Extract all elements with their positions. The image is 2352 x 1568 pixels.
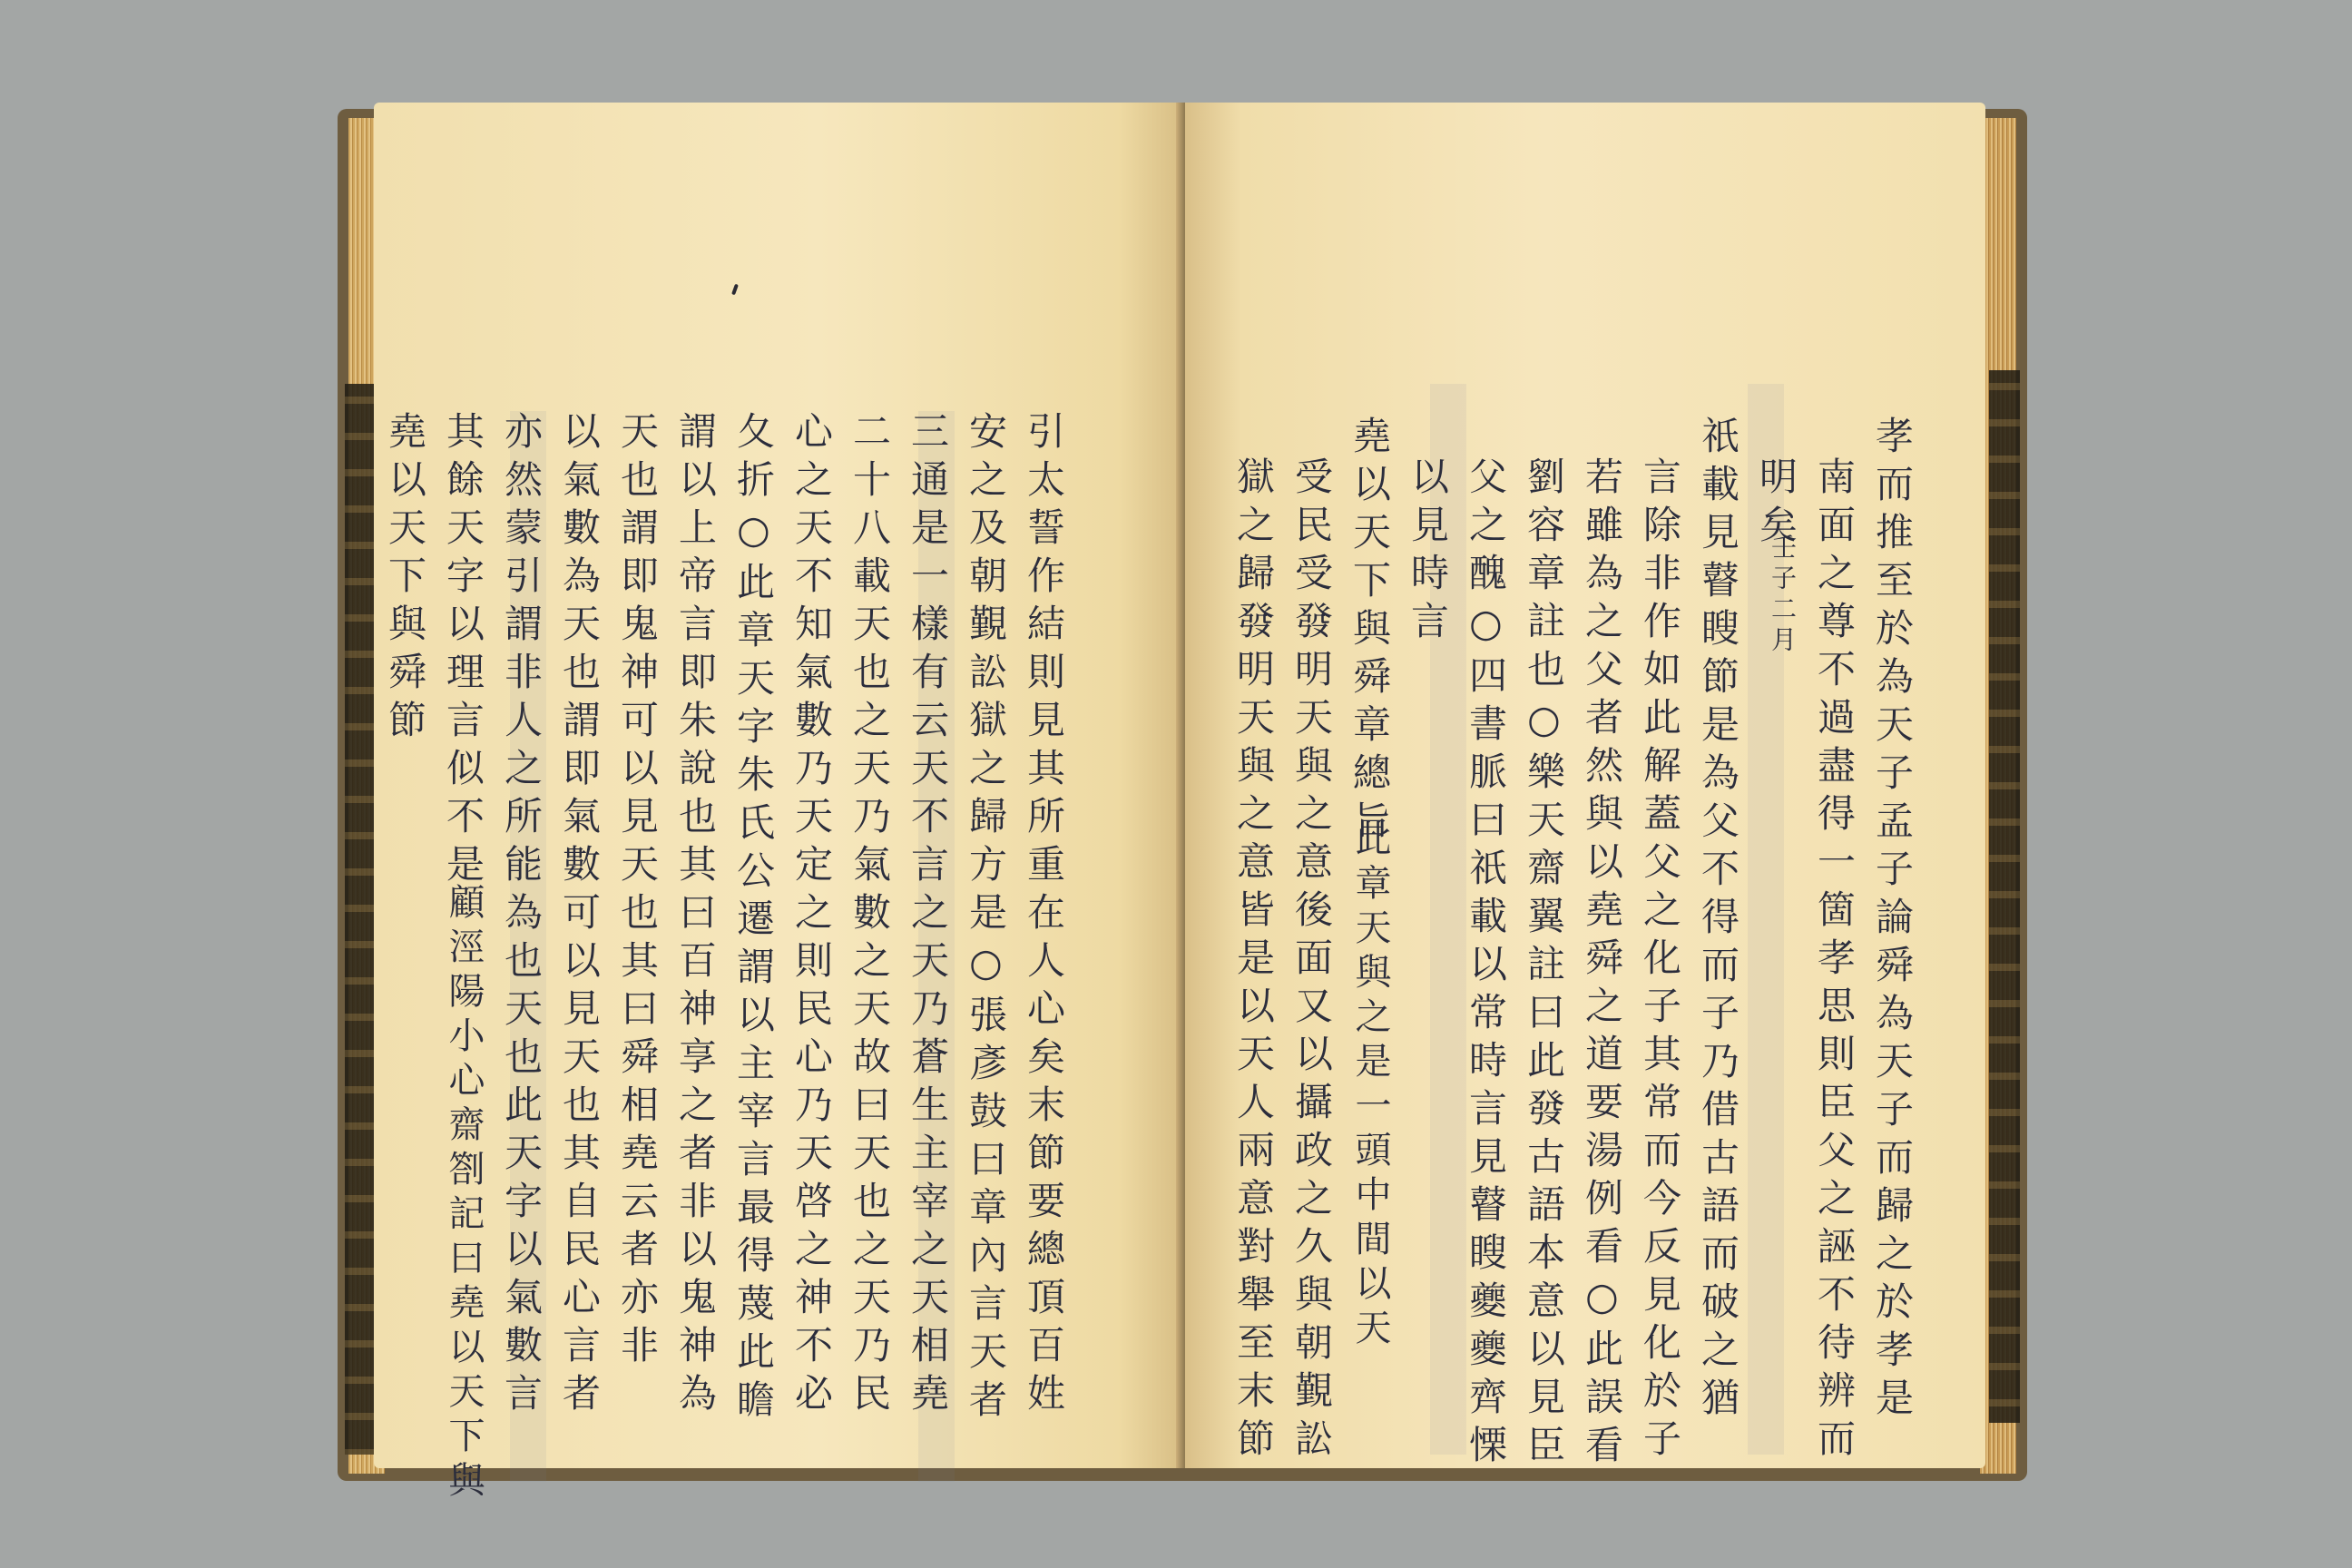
right-annotation-date: 壬子二月 — [1768, 534, 1798, 657]
right-col-2: 南面之尊不過盡得一箇孝思則臣父之誣不待辨而 — [1812, 456, 1857, 1466]
right-col-1: 孝而推至於為天子孟子論舜為天子而歸之於孝是 — [1870, 416, 1915, 1426]
right-edge-stain — [1989, 370, 2020, 1423]
left-col-10: 三通是一樣有云天不言之天乃蒼生主宰之天相堯 — [906, 411, 950, 1421]
left-col-12: 引太誓作結則見其所重在人心矣末節要總頂百姓 — [1022, 411, 1066, 1421]
right-col-12: 獄之歸發明天與之意皆是以天人兩意對舉至末節 — [1231, 456, 1276, 1466]
right-col-4: 祇載見瞽瞍節是為父不得而子乃借古語而破之猶 — [1696, 416, 1740, 1426]
right-col-3: 明矣 — [1754, 456, 1798, 553]
left-col-3: 亦然蒙引謂非人之所能為也天也此天字以氣數言 — [499, 411, 544, 1421]
left-col-6: 謂以上帝言即朱說也其曰百神享之者非以鬼神為 — [673, 411, 718, 1421]
open-book — [338, 98, 2027, 1505]
left-col-7: 夂折○此章天字朱氏公遷謂以主宰言最得蔑此瞻 — [731, 411, 776, 1427]
left-col-2: 其餘天字以理言似不是 — [441, 411, 485, 892]
left-col-5: 天也謂即鬼神可以見天也其曰舜相堯云者亦非 — [615, 411, 660, 1373]
left-col-9: 二十八載天也之天乃氣數之天故曰天也之天乃民 — [848, 411, 892, 1421]
left-col-1: 堯以天下與舜節 — [383, 411, 427, 748]
right-col-9: 以見時言 — [1406, 456, 1450, 649]
ink-mark — [731, 284, 739, 296]
right-col-7: 劉容章註也○樂天齋翼註曰此發古語本意以見臣 — [1522, 456, 1566, 1473]
left-col-1-continuation: 顧涇陽小心齋劄記曰堯以天下與 — [443, 883, 485, 1505]
right-annotation-chapter: 此章天與之是一頭中間以天 — [1349, 819, 1391, 1353]
left-col-8: 心之天不知氣數乃天定之則民心乃天啓之神不必 — [789, 411, 834, 1421]
left-col-4: 以氣數為天也謂即氣數可以見天也其自民心言者 — [557, 411, 602, 1421]
right-col-10: 堯以天下與舜章總旨 — [1348, 416, 1392, 848]
right-page — [1185, 103, 1985, 1473]
left-page — [374, 103, 1183, 1505]
right-col-11: 受民受發明天與之意後面又以攝政之久與朝覲訟 — [1289, 456, 1334, 1466]
left-edge-stain — [345, 384, 376, 1455]
right-col-8: 父之醜○四書脈曰祇載以常時言見瞽瞍夔夔齊慄 — [1464, 456, 1508, 1473]
right-col-5: 言除非作如此解蓋父之化子其常而今反見化於子 — [1638, 456, 1682, 1466]
right-col-6: 若雖為之父者然與以堯舜之道要湯例看○此誤看 — [1580, 456, 1624, 1473]
left-col-11: 安之及朝覲訟獄之歸方是○張彥鼓曰章內言天者 — [964, 411, 1008, 1427]
